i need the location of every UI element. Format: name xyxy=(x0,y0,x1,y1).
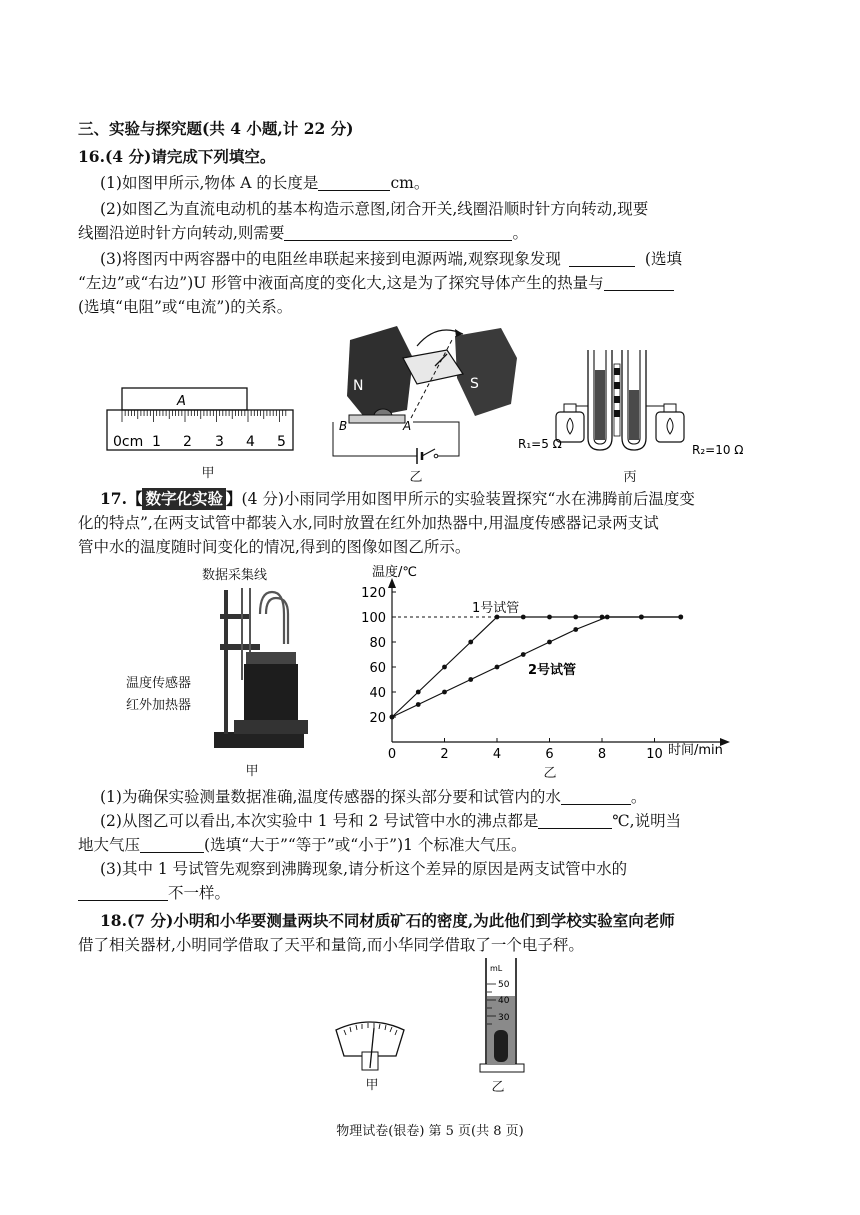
q16-p3-blank1[interactable] xyxy=(569,250,635,267)
x-axis-label: 时间/min xyxy=(668,743,723,758)
container-right xyxy=(656,412,684,442)
q17-p2-b xyxy=(78,834,798,856)
x-tick-label-8: 8 xyxy=(597,747,607,758)
q16-p2-end: 。 xyxy=(512,224,528,242)
y-axis-label: 温度/℃ xyxy=(372,565,417,580)
cylinder-base xyxy=(480,1064,524,1072)
q16-stem-text: 16.(4 分)请完成下列填空。 xyxy=(78,147,276,166)
q17-p2-a-text: (2)从图乙可以看出,本次实验中 1 号和 2 号试管中水的沸点都是 xyxy=(100,812,539,830)
series-2-point-1 xyxy=(416,702,421,707)
u-tube-left xyxy=(588,350,612,450)
x-tick-label-10: 10 xyxy=(646,747,663,758)
ruler-tick-marks xyxy=(122,410,286,422)
switch-contact xyxy=(434,454,438,458)
right-lid xyxy=(664,404,676,412)
q17-stem-b: (4 分)小雨同学用如图甲所示的实验装置探究“水在沸腾前后温度变 xyxy=(241,490,695,508)
magnet-n-label: N xyxy=(353,378,364,394)
q17-stem-line1: 17.【 数字化实验 】(4 分)小雨同学用如图甲所示的实验装置探究“水在沸腾前后温度变 xyxy=(100,489,695,508)
fig16-jia-caption: 甲 xyxy=(201,466,215,481)
series-1-point-8 xyxy=(600,615,605,620)
q17-tag: 数字化实验 xyxy=(142,488,226,510)
cylinder-tick-40: 40 xyxy=(498,996,510,1006)
q17-stem-c: 化的特点”,在两支试管中都装入水,同时放置在红外加热器中,用温度传感器记录两支试 xyxy=(78,514,659,532)
series-2-point-5 xyxy=(521,652,526,657)
x-ticks xyxy=(388,738,663,758)
brush-base xyxy=(349,415,405,423)
joule-figure xyxy=(516,346,786,458)
series-2-point-0 xyxy=(390,715,395,720)
mineral-sample xyxy=(494,1030,508,1062)
ruler-labels xyxy=(113,434,286,450)
switch xyxy=(422,449,435,456)
series-1-point-3 xyxy=(468,640,473,645)
cylinder-tick-30: 30 xyxy=(498,1013,510,1023)
y-tick-label-60: 60 xyxy=(369,661,386,676)
y-ticks xyxy=(361,586,396,726)
magnet-n xyxy=(347,326,413,418)
r2-label: R₂=10 Ω xyxy=(692,443,744,457)
q16-p1-text: (1)如图甲所示,物体 A 的长度是 xyxy=(100,174,319,192)
u-tube-right xyxy=(622,350,646,450)
y-tick-label-100: 100 xyxy=(361,611,386,626)
q17-p1 xyxy=(100,786,820,808)
series-2-point-3 xyxy=(468,677,473,682)
series-2-label: 2号试管 xyxy=(528,663,577,678)
brush-a-label: A xyxy=(403,419,412,433)
q17-p2-blank2[interactable] xyxy=(140,836,204,853)
page-footer: 物理试卷(银卷) 第 5 页(共 8 页) xyxy=(336,1124,524,1139)
series-1-point-5 xyxy=(521,615,526,620)
object-a-label: A xyxy=(177,394,186,409)
q17-p3-b xyxy=(78,882,798,904)
series-1-point-1 xyxy=(416,690,421,695)
ruler-label-0: 0cm xyxy=(113,434,144,450)
q17-p2-blank1[interactable] xyxy=(538,812,612,829)
label-ir-heater: 红外加热器 xyxy=(126,698,192,713)
clamp-upper xyxy=(220,614,250,619)
q16-p2-b-text: 线圈沿逆时针方向转动,则需要 xyxy=(78,224,285,242)
series-2-point-7 xyxy=(573,627,578,632)
ir-heater xyxy=(244,664,298,722)
q17-p1-end: 。 xyxy=(630,788,647,806)
fig18-yi-caption: 乙 xyxy=(491,1080,505,1095)
series-2-point-9 xyxy=(639,615,644,620)
y-tick-label-20: 20 xyxy=(369,711,386,726)
r1-label: R₁=5 Ω xyxy=(518,437,562,451)
q16-p1-unit: cm。 xyxy=(390,174,430,192)
fig17-jia-caption: 甲 xyxy=(245,764,259,779)
q17-p2-a-post: ℃,说明当 xyxy=(612,812,682,830)
series-2-point-6 xyxy=(547,640,552,645)
apparatus-figure xyxy=(206,584,316,754)
q16-stem xyxy=(78,146,798,168)
q17-p1-text: (1)为确保实验测量数据准确,温度传感器的探头部分要和试管内的水 xyxy=(100,788,561,806)
series-2-point-10 xyxy=(678,615,683,620)
q18-stem-a xyxy=(100,910,820,932)
y-tick-label-120: 120 xyxy=(361,586,386,601)
q16-p3-b xyxy=(78,272,798,294)
series-2-point-2 xyxy=(442,690,447,695)
series-2-point-8 xyxy=(605,615,610,620)
q17-p3-b-text: 不一样。 xyxy=(168,884,231,902)
series-1-label: 1号试管 xyxy=(472,601,520,616)
fig18-jia-caption: 甲 xyxy=(365,1078,379,1093)
ruler-label-1: 1 xyxy=(152,434,161,450)
temperature-chart xyxy=(352,562,732,758)
q17-p3-a: (3)其中 1 号试管先观察到沸腾现象,请分析这个差异的原因是两支试管中水的 xyxy=(100,860,628,878)
ruler-label-3: 3 xyxy=(215,434,224,450)
ruler-label-5: 5 xyxy=(277,434,286,450)
motor-figure xyxy=(325,318,525,470)
x-tick-label-0: 0 xyxy=(387,747,397,758)
x-tick-label-4: 4 xyxy=(492,747,502,758)
stand-base xyxy=(214,732,304,748)
q16-p1 xyxy=(100,172,820,194)
q16-p3-a-post: (选填 xyxy=(644,250,682,268)
q16-p1-blank[interactable] xyxy=(318,174,390,191)
q17-number: 17. xyxy=(100,489,127,508)
q18-stem-a-text: 18.(7 分)小明和小华要测量两块不同材质矿石的密度,为此他们到学校实验室向老师 xyxy=(100,911,675,930)
y-tick-label-40: 40 xyxy=(369,686,386,701)
magnet-s-label: S xyxy=(470,376,479,392)
q17-p3-blank[interactable] xyxy=(78,884,168,901)
section-title: 三、实验与探究题(共 4 小题,计 22 分) xyxy=(78,119,354,138)
left-lid xyxy=(564,404,576,412)
q17-p2-a xyxy=(100,810,820,832)
stand-rod xyxy=(224,590,228,734)
fig16-bing-caption: 丙 xyxy=(623,470,637,485)
ruler-figure xyxy=(105,382,305,454)
cylinder-unit: mL xyxy=(490,964,503,973)
dial-face xyxy=(336,1022,404,1056)
ruler-label-4: 4 xyxy=(246,434,255,450)
q16-p3-b-text: “左边”或“右边”)U 形管中液面高度的变化大,这是为了探究导体产生的热量与 xyxy=(78,274,604,292)
q16-p2-a: (2)如图乙为直流电动机的基本构造示意图,闭合开关,线圈沿顺时针方向转动,现要 xyxy=(100,200,649,218)
fig16-yi-caption: 乙 xyxy=(409,470,423,485)
ruler-label-2: 2 xyxy=(183,434,192,450)
heater-top xyxy=(246,652,296,664)
x-tick-label-6: 6 xyxy=(545,747,554,758)
cylinder-figure xyxy=(478,954,528,1078)
clamp-lower xyxy=(220,644,260,650)
q16-p2-b xyxy=(78,222,798,244)
q16-p2-blank[interactable] xyxy=(284,224,512,241)
balance-dial-figure xyxy=(330,1016,410,1072)
q18-stem-b: 借了相关器材,小明同学借取了天平和量筒,而小华同学借取了一个电子秤。 xyxy=(78,936,584,954)
series-2-point-4 xyxy=(495,665,500,670)
q17-stem-d: 管中水的温度随时间变化的情况,得到的图像如图乙所示。 xyxy=(78,538,471,556)
q16-p3-a-text: (3)将图丙中两容器中的电阻丝串联起来接到电源两端,观察现象发现 xyxy=(100,250,561,268)
q17-p2-b-text: 地大气压 xyxy=(78,836,141,854)
x-tick-label-2: 2 xyxy=(440,747,449,758)
circuit-wire-right xyxy=(413,422,459,456)
q16-p3-a xyxy=(100,248,820,270)
cylinder-tick-50: 50 xyxy=(498,980,510,990)
series-1-point-2 xyxy=(442,665,447,670)
label-data-cable: 数据采集线 xyxy=(202,568,268,583)
scale-bar xyxy=(614,364,620,436)
q17-p2-b-post: (选填“大于”“等于”或“小于”)1 个标准大气压。 xyxy=(204,836,527,854)
q16-p3-blank2[interactable] xyxy=(604,274,674,291)
series-1-point-6 xyxy=(547,615,552,620)
brush-b-label: B xyxy=(339,419,348,433)
q16-p3-c: (选填“电阻”或“电流”)的关系。 xyxy=(78,298,293,316)
heater-base xyxy=(234,720,308,734)
magnet-s xyxy=(455,328,517,416)
coil xyxy=(403,350,463,384)
series-1-point-7 xyxy=(573,615,578,620)
y-tick-label-80: 80 xyxy=(369,636,386,651)
q17-p1-blank[interactable] xyxy=(561,788,631,805)
fig17-yi-caption: 乙 xyxy=(543,766,557,781)
label-temp-sensor: 温度传感器 xyxy=(126,676,192,691)
